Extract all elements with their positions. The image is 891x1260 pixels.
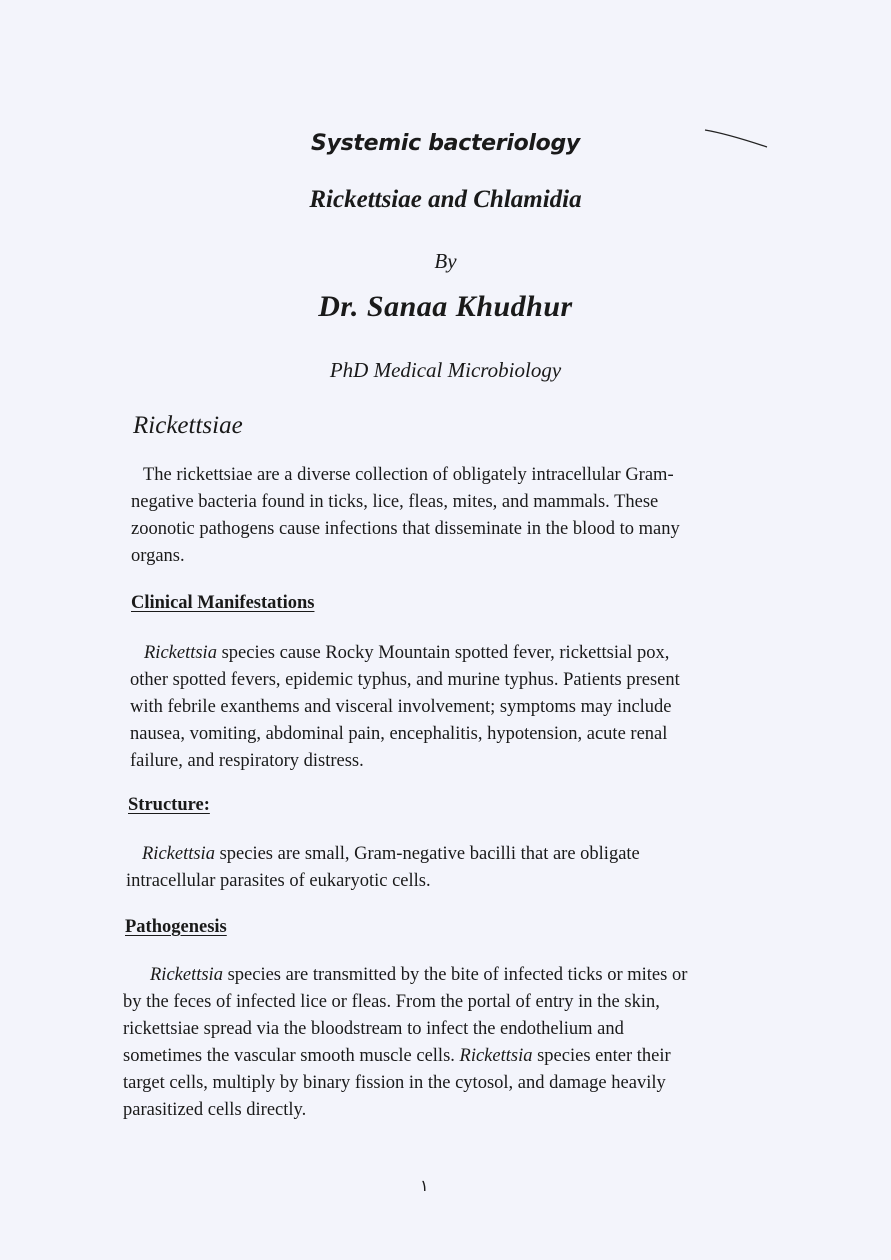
structure-line-text: species are small, Gram-negative bacilli that are obligate — [214, 844, 640, 864]
structure-paragraph — [126, 841, 726, 895]
pathogenesis-line-text: species enter their — [532, 1046, 671, 1066]
pathogenesis-line: by the feces of infected lice or fleas. From the portal of entry in the skin, — [123, 992, 660, 1012]
intro-line: zoonotic pathogens cause infections that disseminate in the blood to many — [131, 519, 680, 539]
structure-line: intracellular parasites of eukaryotic cells. — [126, 871, 431, 891]
clinical-line: with febrile exanthems and visceral involvement; symptoms may include — [130, 697, 672, 717]
author-name: Dr. Sanaa Khudhur — [318, 290, 573, 323]
lecture-title: Rickettsiae and Chlamidia — [309, 186, 582, 213]
page-number: ١ — [420, 1178, 429, 1195]
structure-line — [126, 841, 726, 868]
species-name: Rickettsia — [459, 1046, 533, 1066]
clinical-line — [130, 640, 740, 667]
clinical-line: other spotted fevers, epidemic typhus, and murine typhus. Patients present — [130, 670, 680, 690]
author-credential: PhD Medical Microbiology — [329, 358, 562, 382]
species-name: Rickettsia — [144, 643, 217, 663]
section-title-rickettsiae: Rickettsiae — [133, 412, 243, 439]
clinical-paragraph — [130, 640, 740, 775]
pathogenesis-line-text: species are transmitted by the bite of infected ticks or mites or — [222, 965, 688, 985]
clinical-line: nausea, vomiting, abdominal pain, encephalitis, hypotension, acute renal — [130, 724, 668, 744]
pathogenesis-line: parasitized cells directly. — [123, 1100, 307, 1120]
course-title: Systemic bacteriology — [311, 131, 580, 156]
heading-clinical-manifestations: Clinical Manifestations — [131, 593, 315, 613]
by-line: By — [434, 249, 457, 273]
species-name: Rickettsia — [150, 965, 223, 985]
intro-paragraph — [131, 462, 761, 570]
intro-line: The rickettsiae are a diverse collection of obligately intracellular Gram- — [143, 465, 674, 485]
heading-structure: Structure: — [128, 795, 210, 815]
intro-line: organs. — [131, 546, 185, 566]
pathogenesis-line-text: sometimes the vascular smooth muscle cells. — [123, 1046, 460, 1066]
pathogenesis-line: target cells, multiply by binary fission in the cytosol, and damage heavily — [123, 1073, 666, 1093]
heading-pathogenesis: Pathogenesis — [125, 917, 227, 937]
species-name: Rickettsia — [142, 844, 215, 864]
pathogenesis-line — [123, 962, 763, 989]
clinical-line: failure, and respiratory distress. — [130, 751, 364, 771]
clinical-line-text: species cause Rocky Mountain spotted fever, rickettsial pox, — [216, 643, 670, 663]
pathogenesis-line: rickettsiae spread via the bloodstream to infect the endothelium and — [123, 1019, 624, 1039]
pathogenesis-line — [123, 1043, 763, 1070]
pathogenesis-paragraph — [123, 962, 763, 1124]
intro-line: negative bacteria found in ticks, lice, fleas, mites, and mammals. These — [131, 492, 659, 512]
